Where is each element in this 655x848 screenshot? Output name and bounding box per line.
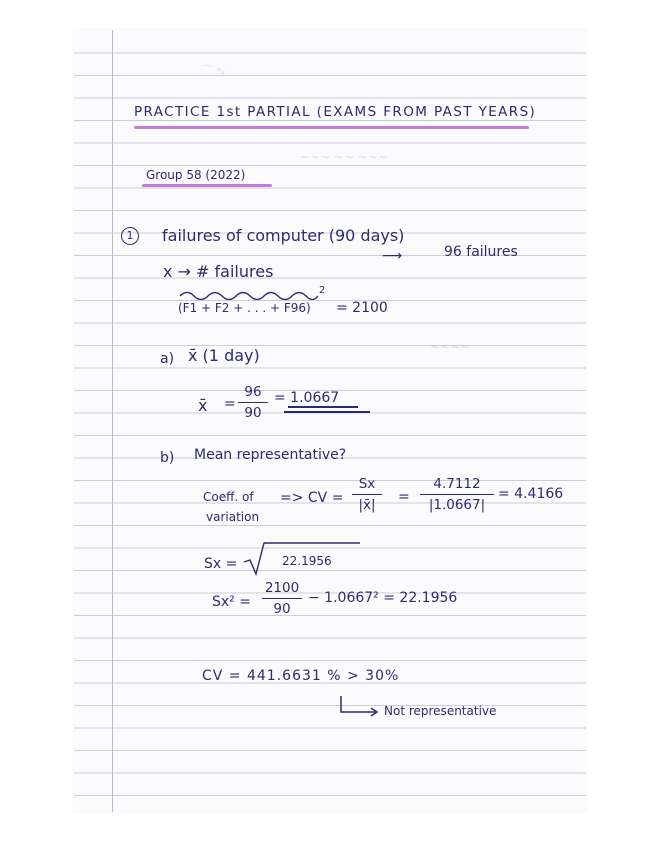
numerator: 96: [244, 384, 262, 400]
part-b-question: Mean representative?: [194, 447, 347, 463]
mean-result: = 1.0667: [274, 390, 340, 406]
sum-expression: (F1 + F2 + . . . + F96): [178, 301, 311, 315]
cv-definition: => CV =: [280, 490, 344, 506]
result-underline: [284, 411, 370, 413]
conclusion: Not representative: [384, 704, 497, 718]
equals-sign: =: [224, 396, 236, 412]
variation-label: variation: [206, 510, 260, 524]
x-bar-symbol: x̄: [198, 396, 208, 415]
problem-statement: failures of computer (90 days): [162, 226, 405, 245]
fraction-sx-xbar: Sx |x̄|: [352, 476, 382, 513]
problem-number: 1: [121, 227, 139, 245]
margin-line: [112, 30, 113, 812]
wavy-overline: [178, 288, 320, 300]
failures-note: 96 failures: [444, 244, 518, 260]
part-b-label: b): [160, 450, 175, 466]
arrow-icon: [338, 694, 382, 718]
fraction-2100-90: 2100 90: [262, 580, 302, 617]
coeff-label: Coeff. of: [203, 490, 254, 504]
fraction-96-90: [238, 384, 268, 421]
bleed-through-mark: ~~~~: [430, 340, 471, 354]
sx-radicand: 22.1956: [282, 554, 332, 568]
part-a-question: x̄ (1 day): [188, 346, 260, 365]
bleed-through-mark: ~~~ ~~ ~~~: [300, 150, 389, 164]
denominator: 90: [244, 405, 262, 422]
notebook-page: [74, 30, 586, 812]
title-highlight: [134, 126, 529, 129]
cv-final: CV = 441.6631 % > 30%: [202, 668, 400, 684]
result-underline: [288, 406, 358, 408]
arrow-icon: ⟶: [382, 248, 403, 264]
equals-sign: =: [398, 489, 410, 505]
fraction-values: 4.7112 |1.0667|: [420, 476, 494, 513]
page-title: PRACTICE 1st PARTIAL (EXAMS FROM PAST YEARS): [134, 104, 537, 120]
sx2-computation: − 1.0667² = 22.1956: [308, 590, 458, 606]
sum-value: = 2100: [336, 300, 388, 316]
group-label: Group 58 (2022): [146, 168, 246, 182]
part-a-label: a): [160, 351, 175, 367]
variable-definition: x → # failures: [163, 262, 274, 281]
sum-power: 2: [319, 285, 326, 296]
sx2-lhs: Sx² =: [212, 594, 251, 610]
group-highlight: [142, 184, 272, 187]
sx-lhs: Sx =: [204, 556, 238, 572]
cv-result: = 4.4166: [498, 486, 564, 502]
bleed-through-mark: ⌒ ∿: [200, 64, 226, 78]
